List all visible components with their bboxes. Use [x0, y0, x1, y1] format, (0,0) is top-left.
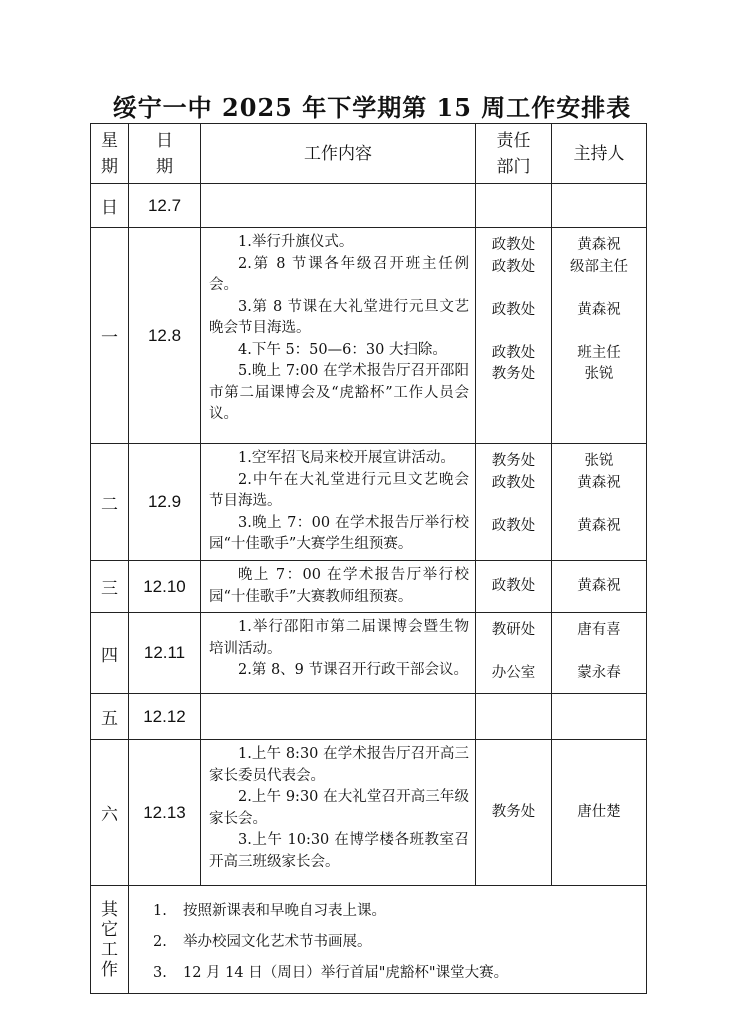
date-cell: 12.10 — [129, 561, 201, 613]
date-cell: 12.11 — [129, 613, 201, 694]
table-row-tuesday — [91, 444, 647, 561]
header-row — [91, 124, 647, 184]
table-row-monday — [91, 228, 647, 444]
work-item: 3.上午 10:30 在博学楼各班教室召开高三班级家长会。 — [209, 832, 469, 870]
department-cell — [476, 740, 552, 886]
table-row-friday — [91, 694, 647, 740]
work-item: 晚上 7：00 在学术报告厅举行校园“十佳歌手”大赛教师组预赛。 — [209, 567, 469, 605]
host-name: 班主任 — [577, 344, 621, 361]
list-text: 12 月 14 日（周日）举行首届"虎豁杯"课堂大赛。 — [183, 965, 509, 981]
list-item — [153, 927, 640, 958]
work-item: 2.中午在大礼堂进行元旦文艺晚会节目海选。 — [209, 471, 469, 509]
content-cell — [201, 561, 476, 613]
host-name: 黄森祝 — [577, 301, 621, 318]
list-text: 举办校园文化艺术节书画展。 — [183, 934, 372, 950]
department-name: 教务处 — [491, 366, 536, 382]
content-cell — [201, 694, 476, 740]
other-work-content — [129, 886, 647, 994]
department-name: 政教处 — [491, 577, 536, 594]
work-item: 1.上午 8:30 在学术报告厅召开高三家长委员代表会。 — [209, 746, 469, 784]
host-cell — [552, 228, 647, 444]
work-item: 5.晚上 7:00 在学术报告厅召开邵阳市第二届课博会及“虎豁杯”工作人员会议。 — [209, 363, 469, 422]
table-row-saturday — [91, 740, 647, 886]
weekday-cell: 三 — [91, 561, 129, 613]
host-name: 黄森祝 — [577, 474, 621, 491]
header-date: 日 期 — [129, 124, 201, 184]
host-name: 黄森祝 — [577, 237, 621, 253]
header-host: 主持人 — [552, 124, 647, 184]
content-cell — [201, 228, 476, 444]
department-name: 教务处 — [491, 803, 536, 820]
host-name: 黄森祝 — [577, 517, 621, 534]
host-cell — [552, 184, 647, 228]
host-cell — [552, 613, 647, 694]
department-name: 政教处 — [491, 344, 536, 361]
work-item: 3.晚上 7：00 在学术报告厅举行校园“十佳歌手”大赛学生组预赛。 — [209, 514, 469, 552]
host-name: 唐有喜 — [577, 622, 621, 638]
weekday-cell: 一 — [91, 228, 129, 444]
table-row-other — [91, 886, 647, 994]
department-name: 教务处 — [491, 453, 536, 469]
list-item — [153, 896, 640, 927]
department-cell — [476, 613, 552, 694]
work-item: 1.举行邵阳市第二届课博会暨生物培训活动。 — [209, 619, 469, 657]
list-number: 2. — [153, 934, 167, 950]
date-cell: 12.13 — [129, 740, 201, 886]
table-row-wednesday — [91, 561, 647, 613]
department-cell — [476, 694, 552, 740]
date-cell: 12.12 — [129, 694, 201, 740]
work-item: 2.上午 9:30 在大礼堂召开高三年级家长会。 — [209, 789, 469, 827]
host-name: 唐仕楚 — [577, 803, 621, 820]
department-name: 政教处 — [491, 237, 536, 253]
host-name: 张锐 — [584, 366, 614, 382]
weekday-cell: 二 — [91, 444, 129, 561]
content-cell — [201, 613, 476, 694]
weekday-cell: 五 — [91, 694, 129, 740]
document-title: 绥宁一中 2025 年下学期第 15 周工作安排表 — [112, 93, 632, 122]
department-name: 政教处 — [491, 517, 536, 534]
weekday-cell: 日 — [91, 184, 129, 228]
date-cell: 12.7 — [129, 184, 201, 228]
department-cell — [476, 444, 552, 561]
content-cell — [201, 740, 476, 886]
host-cell — [552, 740, 647, 886]
work-item: 3.第 8 节课在大礼堂进行元旦文艺晚会节目海选。 — [209, 298, 469, 336]
host-name: 蒙永春 — [577, 665, 621, 681]
weekday-cell: 六 — [91, 740, 129, 886]
host-cell — [552, 561, 647, 613]
host-name: 张锐 — [584, 453, 614, 469]
department-name: 政教处 — [491, 258, 536, 275]
list-number: 1. — [153, 903, 167, 919]
department-name: 政教处 — [491, 301, 536, 318]
work-item: 2.第 8 节课各年级召开班主任例会。 — [209, 255, 469, 293]
department-cell — [476, 228, 552, 444]
host-cell — [552, 444, 647, 561]
department-name: 教研处 — [491, 622, 536, 638]
header-content: 工作内容 — [201, 124, 476, 184]
department-name: 办公室 — [491, 665, 536, 681]
content-cell — [201, 444, 476, 561]
host-name: 黄森祝 — [577, 577, 621, 594]
table-row-thursday — [91, 613, 647, 694]
date-cell: 12.9 — [129, 444, 201, 561]
work-item: 4.下午 5：50—6：30 大扫除。 — [238, 341, 447, 358]
work-item: 2.第 8、9 节课召开行政干部会议。 — [238, 662, 469, 678]
list-text: 按照新课表和早晚自习表上课。 — [183, 903, 386, 919]
table-row-sunday — [91, 184, 647, 228]
work-item: 1.举行升旗仪式。 — [238, 234, 354, 250]
department-name: 政教处 — [491, 474, 536, 491]
date-cell: 12.8 — [129, 228, 201, 444]
department-cell — [476, 561, 552, 613]
list-number: 3. — [153, 965, 167, 981]
host-cell — [552, 694, 647, 740]
header-weekday: 星 期 — [91, 124, 129, 184]
department-cell — [476, 184, 552, 228]
work-item: 1.空军招飞局来校开展宣讲活动。 — [238, 450, 455, 466]
schedule-table — [90, 123, 647, 994]
weekday-cell: 四 — [91, 613, 129, 694]
other-work-label: 其 它 工 作 — [91, 886, 129, 994]
header-department: 责任 部门 — [476, 124, 552, 184]
host-name: 级部主任 — [570, 258, 628, 275]
content-cell — [201, 184, 476, 228]
list-item — [153, 958, 640, 989]
